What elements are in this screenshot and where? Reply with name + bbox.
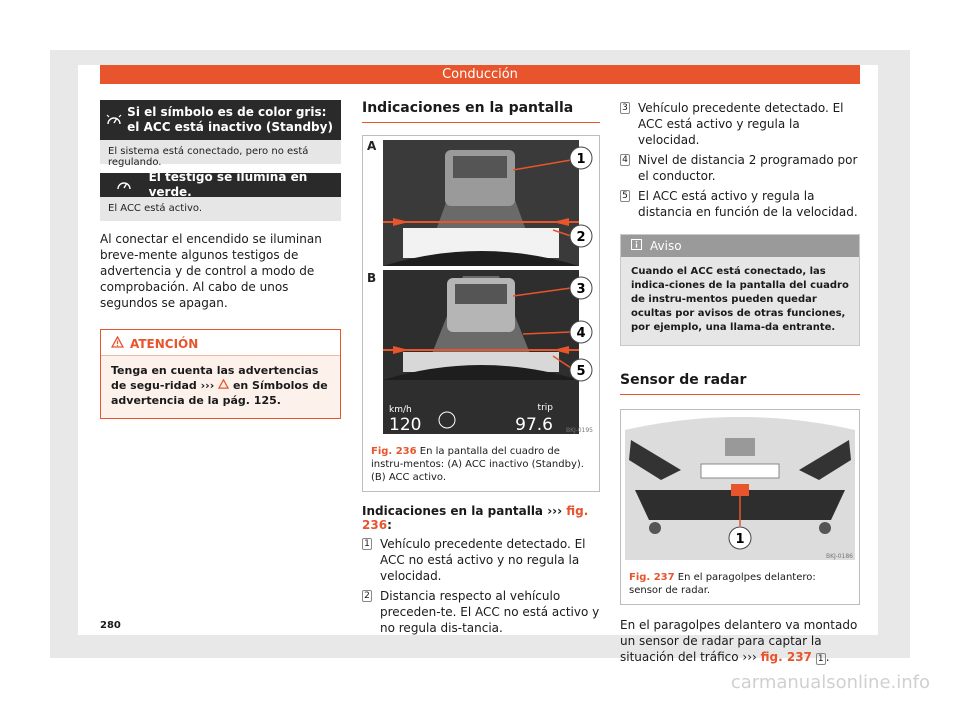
section-title-radar: Sensor de radar <box>620 372 860 395</box>
acc-green-icon <box>100 178 149 192</box>
warning-text <box>101 356 340 418</box>
radar-callout-1: 1 <box>735 532 745 547</box>
item-text: Vehículo precedente detectado. El ACC no está activo y no regula la velocidad. <box>380 537 586 583</box>
list-item <box>620 152 860 184</box>
item-text: Nivel de distancia 2 programado por el conductor. <box>638 153 858 183</box>
panel-label-b: B <box>367 271 377 285</box>
aviso-title: Aviso <box>650 239 682 253</box>
aviso-box <box>620 234 860 346</box>
info-icon <box>631 239 642 253</box>
radar-paragraph-end: . <box>825 650 830 664</box>
trip-value: 97.6 <box>515 415 553 435</box>
warning-title: ATENCIÓN <box>130 336 199 351</box>
item-number: 1 <box>362 538 372 550</box>
figure-236-caption-text: En la pantalla del cuadro de instru-mentos: (A) ACC inactivo (Standby). (B) ACC activo. <box>371 446 584 483</box>
callout-3: 3 <box>576 282 586 297</box>
item-number: 3 <box>620 102 630 114</box>
figure-237-code: BKJ-0186 <box>825 553 853 560</box>
trip-label: trip <box>537 403 553 413</box>
warning-inline-triangle-icon <box>218 379 229 392</box>
item-number: 4 <box>620 154 630 166</box>
warning-box <box>100 329 341 419</box>
figure-237-illustration <box>621 410 859 562</box>
acc-active-row <box>100 170 341 199</box>
acc-standby-title: Si el símbolo es de color gris: el ACC está inactivo (Standby) <box>127 105 333 134</box>
warning-text-a: Tenga en cuenta las advertencias de segu-ridad ››› <box>111 364 319 392</box>
warning-text-b: en Símbolos de advertencia de la pág. 125. <box>111 379 328 407</box>
fig-236-link[interactable]: fig. 236 <box>362 504 589 532</box>
list-heading <box>362 504 600 532</box>
figure-code: BKJ-0195 <box>565 427 593 434</box>
callout-5: 5 <box>576 364 586 379</box>
acc-active-desc: El ACC está activo. <box>100 197 341 221</box>
acc-active-title: El testigo se ilumina en verde. <box>148 170 308 199</box>
fig-237-link[interactable]: fig. 237 <box>760 650 812 664</box>
right-column <box>620 100 860 665</box>
aviso-text: Cuando el ACC está conectado, las indica-ciones de la pantalla del cuadro de instru-mentos pueden quedar ocultas por avisos de otras funciones, por ejemplo, una llama-da entrante. <box>621 257 859 345</box>
list-item <box>362 588 600 636</box>
figure-237-caption <box>621 566 859 604</box>
figure-236-illustration <box>363 136 599 436</box>
item-text: Vehículo precedente detectado. El ACC está activo y regula la velocidad. <box>638 101 844 147</box>
figure-236-caption <box>363 440 599 491</box>
speed-value: 120 <box>389 415 422 435</box>
radar-paragraph <box>620 617 860 665</box>
item-text: El ACC está activo y regula la distancia en función de la velocidad. <box>638 189 858 219</box>
figure-237-caption-text: En el paragolpes delantero: sensor de radar. <box>629 572 816 596</box>
list-item <box>620 100 860 148</box>
list-item <box>362 536 600 584</box>
item-text: Distancia respecto al vehículo preceden-te. El ACC no está activo y no regula dis-tancia. <box>380 589 600 635</box>
middle-column <box>362 100 600 636</box>
radar-ref-number: 1 <box>816 653 826 665</box>
figure-236 <box>362 135 600 492</box>
page-number: 280 <box>100 620 121 631</box>
intro-paragraph: Al conectar el encendido se iluminan breve-mente algunos testigos de advertencia y de control a modo de comprobación. Al cabo de unos segundos se apagan. <box>100 232 322 310</box>
callout-2: 2 <box>576 230 586 245</box>
section-title-display: Indicaciones en la pantalla <box>362 100 600 123</box>
callout-4: 4 <box>576 326 586 341</box>
callout-1: 1 <box>576 152 586 167</box>
warning-header <box>101 330 340 356</box>
acc-grey-icon <box>100 112 127 128</box>
aviso-header <box>621 235 859 257</box>
watermark: carmanualsonline.info <box>730 672 930 693</box>
figure-236-number: Fig. 236 <box>371 446 417 457</box>
figure-237 <box>620 409 860 605</box>
list-heading-text: Indicaciones en la pantalla ››› <box>362 504 563 518</box>
left-column <box>100 100 341 419</box>
warning-triangle-icon <box>111 336 124 351</box>
item-number: 5 <box>620 190 630 202</box>
figure-237-number: Fig. 237 <box>629 572 675 583</box>
radar-paragraph-text: En el paragolpes delantero va montado un sensor de radar para captar la situación del tráfico ››› <box>620 618 858 664</box>
chapter-header: Conducción <box>100 65 860 84</box>
item-number: 2 <box>362 590 372 602</box>
list-item <box>620 188 860 220</box>
acc-standby-row <box>100 100 341 140</box>
acc-standby-desc: El sistema está conectado, pero no está regulando. <box>100 140 341 164</box>
list-heading-colon: : <box>387 518 392 532</box>
panel-label-a: A <box>367 139 377 153</box>
speed-unit: km/h <box>389 405 412 415</box>
